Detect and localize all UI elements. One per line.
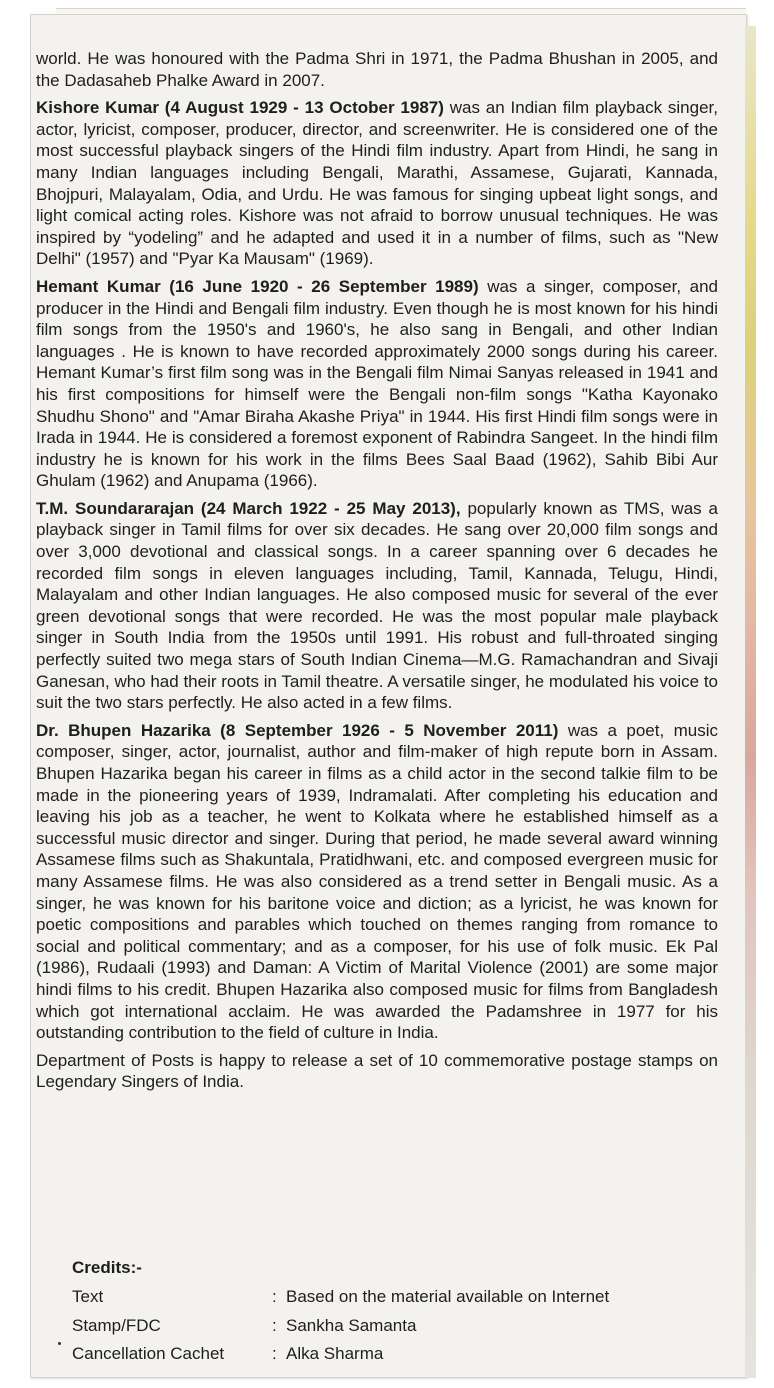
credit-row-text xyxy=(72,1287,609,1307)
paragraph-text: world. He was honoured with the Padma Shri in 1971, the Padma Bhushan in 2005, and the Dadasaheb Phalke Award in 2007. xyxy=(36,49,718,90)
credit-separator: : xyxy=(272,1344,277,1363)
paragraph-release-note xyxy=(36,1050,718,1093)
paragraph-intro-continuation xyxy=(36,48,718,91)
credit-row-cancellation-cachet xyxy=(72,1344,383,1364)
credit-label: Cancellation Cachet xyxy=(72,1344,225,1363)
credit-label: Text xyxy=(72,1287,104,1306)
paragraph-kishore-kumar xyxy=(36,97,718,270)
credit-label: Stamp/FDC xyxy=(72,1316,161,1335)
paragraph-lead: Kishore Kumar (4 August 1929 - 13 October 1987) xyxy=(36,98,444,118)
paragraph-tm-soundararajan xyxy=(36,498,718,714)
paragraph-hemant-kumar xyxy=(36,276,718,492)
paragraph-text: was a poet, music composer, singer, actor, journalist, author and film-maker of high repute born in Assam. Bhupen Hazarika began his career in films as a child actor in the second talkie film to be made in the pioneering years of 1939, Indramalati. After completing his education and leaving his job as a teacher, he went to Kolkata where he established himself as a successful music director and singer. During that period, he made several award winning Assamese films such as Shakuntala, Pratidhwani, etc. and composed evergreen music for many Assamese films. He was also considered as a trend setter in Bengali music. As a singer, he was known for his baritone voice and diction; as a lyricist, he was known for poetic compositions and parables which touched on themes ranging from romance to social and political commentary; and as a composer, for his use of folk music. Ek Pal (1986), Rudaali (1993) and Daman: A Victim of Marital Violence (2001) are some major hindi films to his credit. Bhupen Hazarika also composed music for films from Bangladesh which got international acclaim. He was awarded the Padamshree in 1977 for his outstanding contribution to the field of culture in India. xyxy=(36,720,719,1043)
paragraph-text: Department of Posts is happy to release a set of 10 commemorative postage stamps on Legendary Singers of India. xyxy=(36,1050,718,1092)
colored-edge-strip xyxy=(745,26,756,1378)
paragraph-lead: T.M. Soundararajan (24 March 1922 - 25 May 2013), xyxy=(36,498,461,518)
credit-value: Based on the material available on Internet xyxy=(286,1287,610,1306)
credit-separator: : xyxy=(272,1316,277,1335)
paragraph-text: popularly known as TMS, was a playback singer in Tamil films for over six decades. He sang over 20,000 film songs and over 3,000 devotional and classical songs. In a career spanning over 6 decades he recorded film songs in eleven languages including, Tamil, Kannada, Telugu, Hindi, Malayalam and other Indian languages. He also composed music for several of the ever green devotional songs that were recorded. He was the most popular male playback singer in South India from the 1950s until 1991. His robust and full-throated singing perfectly suited two mega stars of South Indian Cinema—M.G. Ramachandran and Sivaji Ganesan, who had their roots in Tamil theatre. A versatile singer, he modulated his voice to suit the two stars perfectly. He also acted in a few films. xyxy=(36,498,718,713)
credits-heading: Credits:- xyxy=(72,1258,142,1277)
credit-value: Alka Sharma xyxy=(286,1344,384,1363)
credit-value: Sankha Samanta xyxy=(286,1316,417,1335)
paragraph-text: was an Indian film playback singer, actor, lyricist, composer, producer, director, and screenwriter. He is considered one of the most successful playback singers of the Hindi film industry. Apart from Hindi, he sang in many Indian languages including Bengali, Marathi, Assamese, Gujarati, Kannada, Bhojpuri, Malayalam, Odia, and Urdu. He was famous for singing upbeat light songs, and light comical acting roles. Kishore was not afraid to borrow unusual techniques. He was inspired by “yodeling” and he adapted and used it in a number of films, such as "New Delhi" (1957) and "Pyar Ka Mausam" (1969). xyxy=(36,98,718,269)
paragraph-text: was a singer, composer, and producer in the Hindi and Bengali film industry. Even though he is most known for his hindi film songs from the 1950's and 1960's, he also sang in Bengali, and other Indian languages . He is known to have recorded approximately 2000 songs during his career. Hemant Kumar’s first film song was in the Bengali film Nimai Sanyas released in 1941 and his first compositions for himself were the Bengali non-film songs "Katha Kayonako Shudhu Shono" and "Amar Biraha Akashe Priya" in 1944. His first Hindi film songs were in Irada in 1944. He is considered a foremost exponent of Rabindra Sangeet. In the hindi film industry he is known for his work in the films Bees Saal Baad (1962), Sahib Bibi Aur Ghulam (1962) and Anupama (1966). xyxy=(36,276,718,491)
paragraph-lead: Dr. Bhupen Hazarika (8 September 1926 - 5 November 2011) xyxy=(36,720,559,740)
ink-dot-mark xyxy=(58,1342,61,1345)
paragraph-lead: Hemant Kumar (16 June 1920 - 26 September 1989) xyxy=(36,276,479,296)
credit-row-stamp-fdc xyxy=(72,1316,416,1336)
body-text xyxy=(36,48,718,1099)
credit-separator: : xyxy=(272,1287,277,1306)
paragraph-bhupen-hazarika xyxy=(36,720,718,1044)
